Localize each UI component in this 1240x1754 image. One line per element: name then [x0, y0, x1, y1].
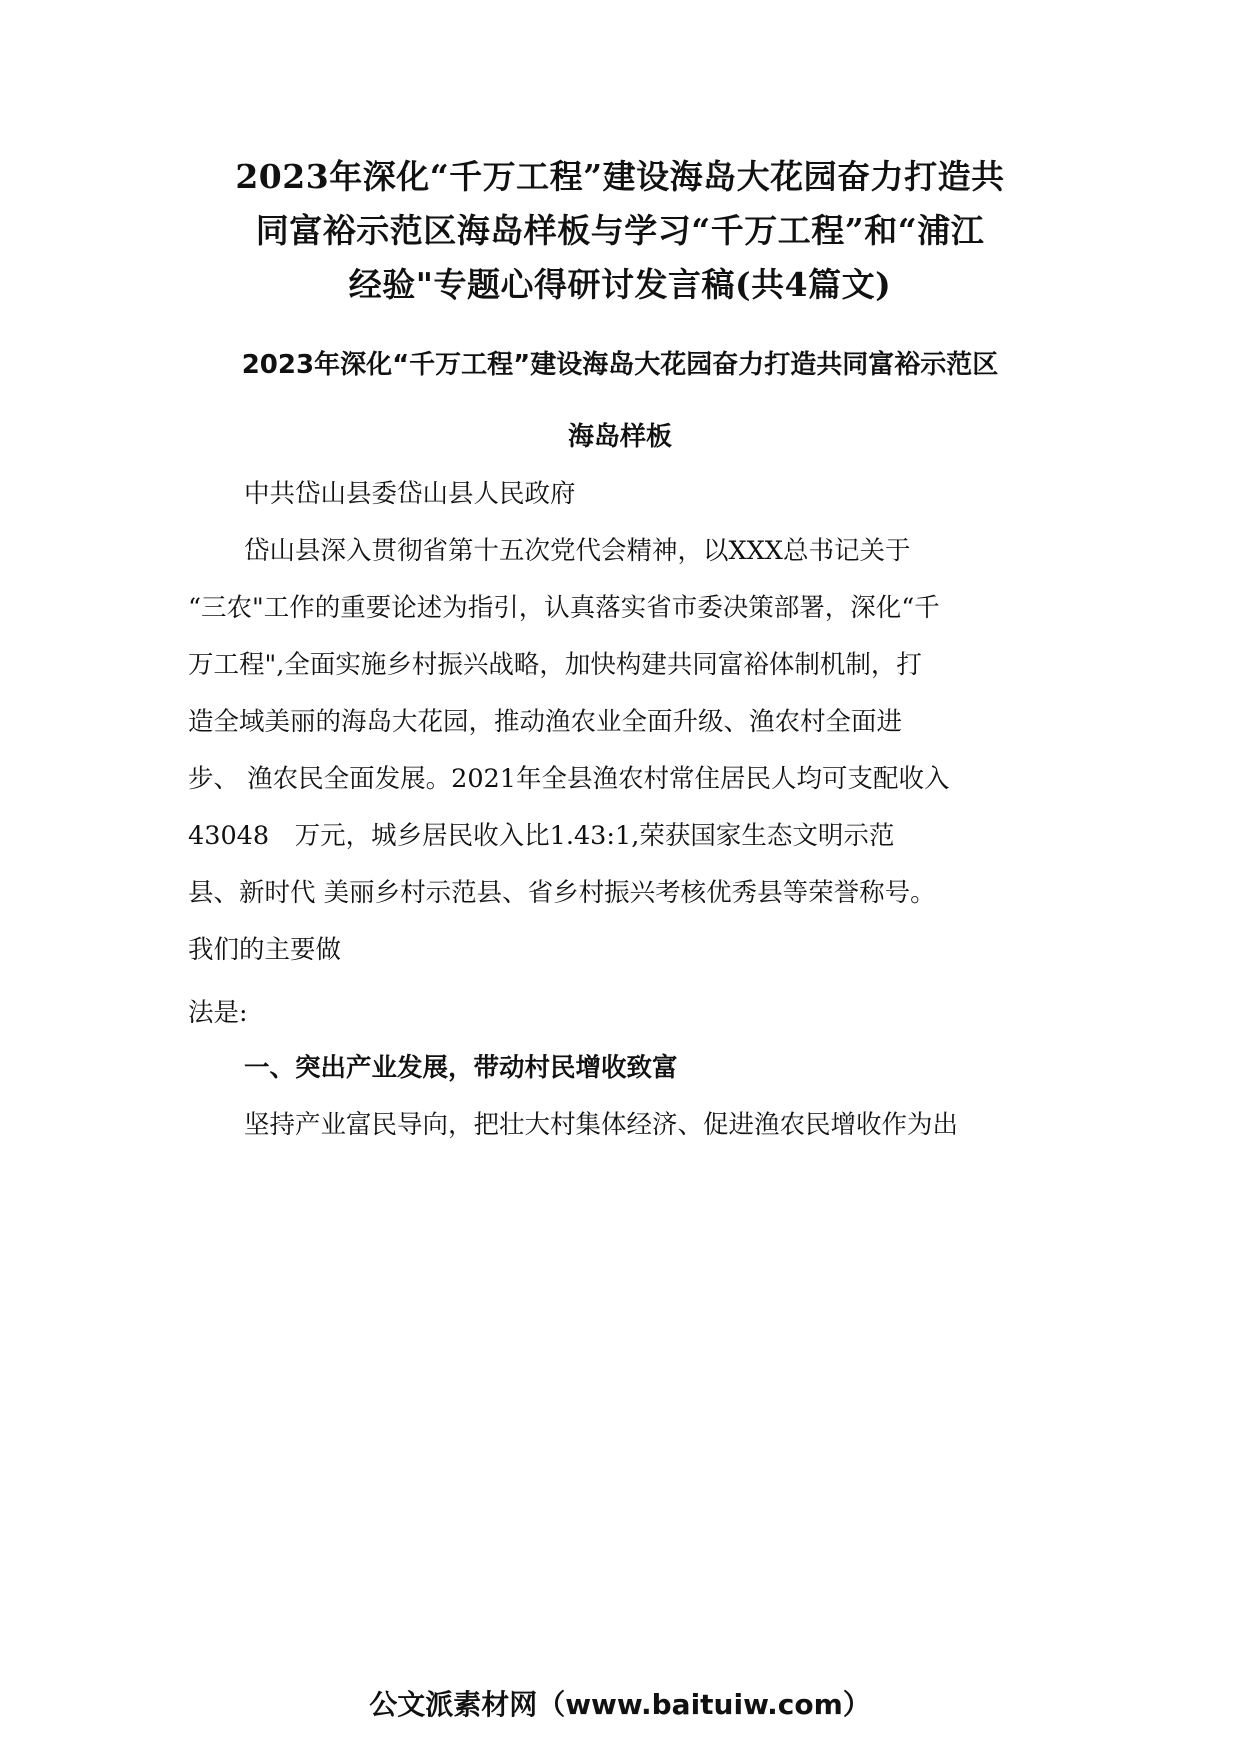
- section-1-body-line: 坚持产业富民导向，把壮大村集体经济、促进渔农民增收作为出: [244, 1110, 959, 1140]
- main-title-line-2: 同富裕示范区海岛样板与学习“千万工程”和“浦江: [255, 211, 985, 250]
- section-heading-1: 一、突出产业发展，带动村民增收致富: [244, 1053, 678, 1083]
- body-line-8: 我们的主要做: [188, 935, 342, 965]
- body-line-9: 法是:: [188, 998, 248, 1028]
- body-line-1: 岱山县深入贯彻省第十五次党代会精神，以XXX总书记关于: [244, 536, 911, 566]
- main-title-line-1: 2023年深化“千万工程”建设海岛大花园奋力打造共: [235, 157, 1005, 196]
- body-line-4: 造全域美丽的海岛大花园，推动渔农业全面升级、渔农村全面进: [188, 707, 903, 737]
- sub-title-line-2: 海岛样板: [567, 422, 672, 452]
- main-title-line-3: 经验"专题心得研讨发言稿(共4篇文): [348, 265, 892, 304]
- main-title: [150, 150, 1090, 312]
- body-line-3: 万工程",全面实施乡村振兴战略，加快构建共同富裕体制机制，打: [188, 650, 922, 680]
- footer-source: 公文派素材网（www.baituiw.com）: [369, 1688, 871, 1721]
- body-line-7: 县、新时代 美丽乡村示范县、省乡村振兴考核优秀县等荣誉称号。: [188, 878, 936, 908]
- body-line-6: 43048 万元，城乡居民收入比1.43:1,荣获国家生态文明示范: [188, 821, 895, 851]
- body-line-2: “三农"工作的重要论述为指引，认真落实省市委决策部署，深化“千: [188, 593, 940, 623]
- body-line-5: 步、 渔农民全面发展。2021年全县渔农村常住居民人均可支配收入: [188, 764, 950, 794]
- sub-title-line-1: 2023年深化“千万工程”建设海岛大花园奋力打造共同富裕示范区: [241, 350, 999, 380]
- author-line: 中共岱山县委岱山县人民政府: [244, 479, 576, 509]
